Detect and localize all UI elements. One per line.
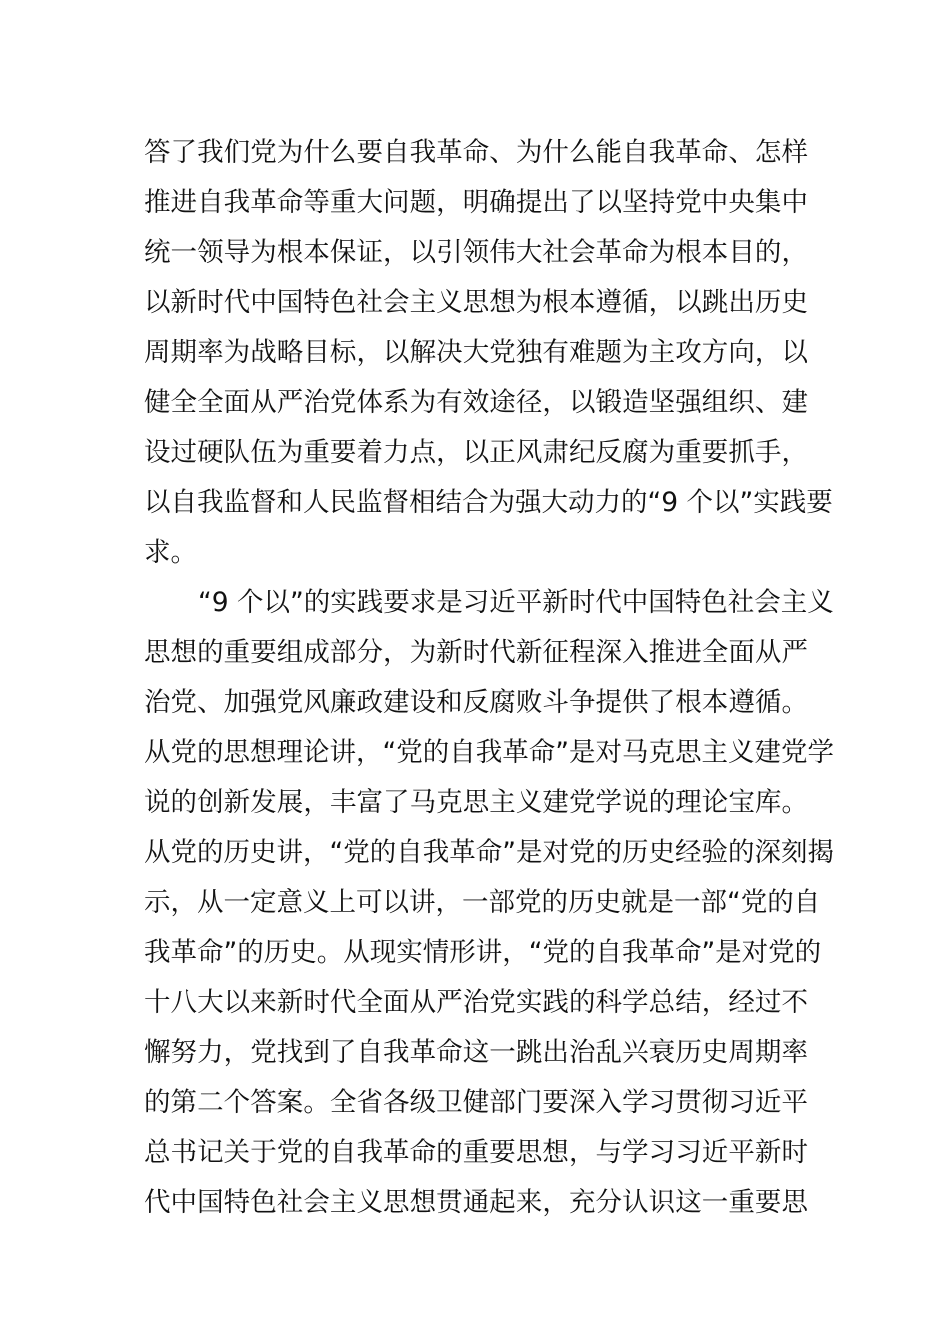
text-line: 十八大以来新时代全面从严治党实践的科学总结，经过不 bbox=[144, 987, 808, 1018]
text-line: 从党的思想理论讲，“党的自我革命”是对马克思主义建党学 bbox=[144, 737, 834, 768]
text-line: 设过硬队伍为重要着力点，以正风肃纪反腐为重要抓手， bbox=[144, 437, 808, 468]
text-line: 总书记关于党的自我革命的重要思想，与学习习近平新时 bbox=[144, 1137, 808, 1168]
body-text bbox=[144, 128, 834, 1228]
text-line: 代中国特色社会主义思想贯通起来，充分认识这一重要思 bbox=[144, 1187, 808, 1218]
text-line: 懈努力，党找到了自我革命这一跳出治乱兴衰历史周期率 bbox=[144, 1037, 808, 1068]
text-line: 的第二个答案。全省各级卫健部门要深入学习贯彻习近平 bbox=[144, 1087, 808, 1118]
text-line: 从党的历史讲，“党的自我革命”是对党的历史经验的深刻揭 bbox=[144, 837, 834, 868]
text-line: 推进自我革命等重大问题，明确提出了以坚持党中央集中 bbox=[144, 187, 808, 218]
text-line: 统一领导为根本保证，以引领伟大社会革命为根本目的， bbox=[144, 237, 808, 268]
text-line: 治党、加强党风廉政建设和反腐败斗争提供了根本遵循。 bbox=[144, 687, 808, 718]
text-line: 周期率为战略目标，以解决大党独有难题为主攻方向，以 bbox=[144, 337, 808, 368]
paragraph-first-line: “9 个以”的实践要求是习近平新时代中国特色社会主义 bbox=[198, 587, 834, 618]
text-line: 求。 bbox=[144, 537, 197, 568]
text-line: 答了我们党为什么要自我革命、为什么能自我革命、怎样 bbox=[144, 137, 808, 168]
text-line: 以自我监督和人民监督相结合为强大动力的“9 个以”实践要 bbox=[144, 487, 833, 518]
text-line: 健全全面从严治党体系为有效途径，以锻造坚强组织、建 bbox=[144, 387, 808, 418]
text-line: 以新时代中国特色社会主义思想为根本遵循，以跳出历史 bbox=[144, 287, 808, 318]
text-line: 我革命”的历史。从现实情形讲，“党的自我革命”是对党的 bbox=[144, 937, 822, 968]
text-line: 思想的重要组成部分，为新时代新征程深入推进全面从严 bbox=[144, 637, 808, 668]
text-line: 说的创新发展，丰富了马克思主义建党学说的理论宝库。 bbox=[144, 787, 808, 818]
text-line: 示，从一定意义上可以讲，一部党的历史就是一部“党的自 bbox=[144, 887, 821, 918]
